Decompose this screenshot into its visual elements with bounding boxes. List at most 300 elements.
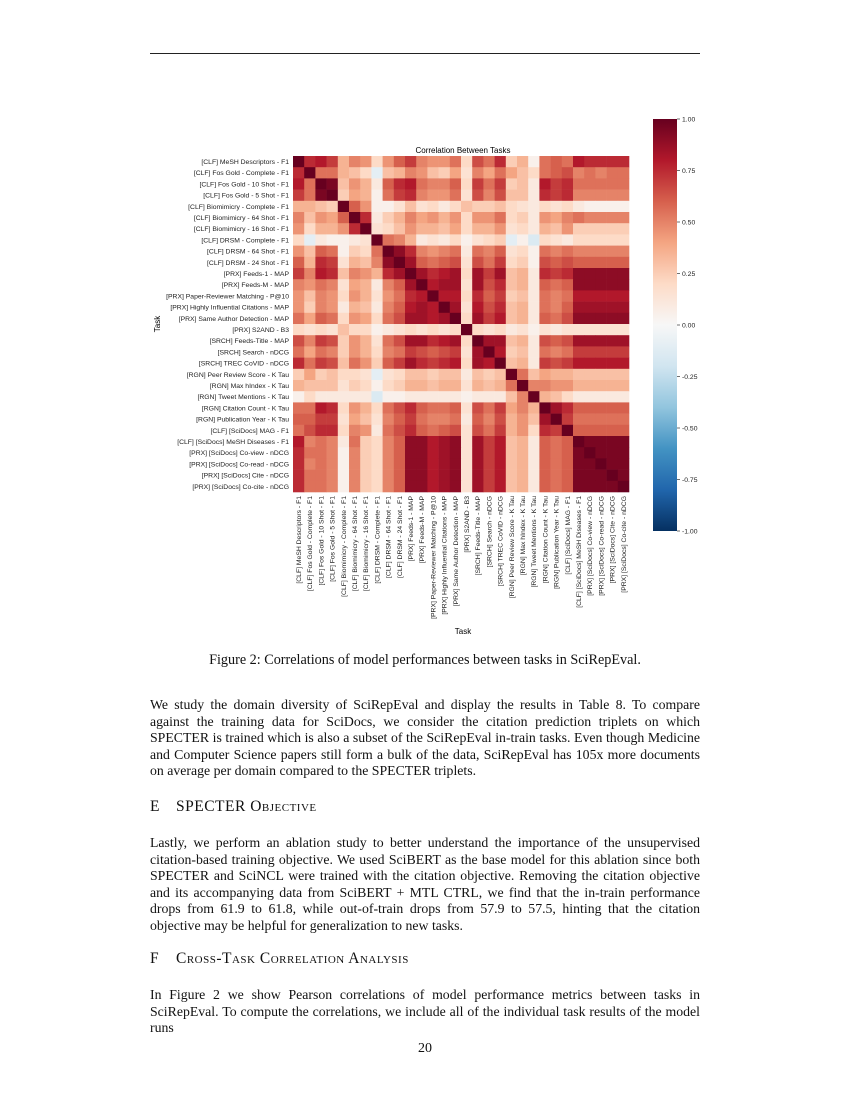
colorbar-tick-label: -1.00 (682, 528, 698, 536)
heatmap-cell (461, 346, 473, 358)
heatmap-cell (562, 358, 574, 370)
heatmap-cell (394, 470, 406, 482)
heatmap-cell (383, 346, 395, 358)
heatmap-cell (528, 167, 540, 179)
heatmap-cell (315, 436, 327, 448)
heatmap-cell (304, 156, 316, 168)
heatmap-cell (584, 369, 596, 381)
heatmap-cell (338, 335, 350, 347)
heatmap-cell (618, 335, 630, 347)
x-tick-label: [PRX] [SciDocs] Co-read - nDCG (598, 496, 606, 596)
heatmap-cell (439, 212, 451, 224)
heatmap-cell (349, 279, 361, 291)
heatmap-cell (539, 212, 551, 224)
heatmap-cell (338, 178, 350, 190)
y-tick-label: [PRX] [SciDocs] Co-cite - nDCG (192, 483, 289, 491)
heatmap-cell (506, 346, 518, 358)
heatmap-cell (472, 279, 484, 291)
heatmap-cell (383, 369, 395, 381)
heatmap-cell (338, 234, 350, 246)
heatmap-cell (495, 402, 507, 414)
heatmap-cell (383, 458, 395, 470)
heatmap-cell (394, 302, 406, 314)
heatmap-cell (595, 324, 607, 336)
heatmap-cell (584, 380, 596, 392)
heatmap-cell (584, 458, 596, 470)
heatmap-cell (360, 391, 372, 403)
heatmap-cell (461, 279, 473, 291)
heatmap-cell (528, 414, 540, 426)
heatmap-cell (349, 358, 361, 370)
heatmap-cell (394, 369, 406, 381)
heatmap-cell (573, 279, 585, 291)
heatmap-cell (360, 458, 372, 470)
heatmap-cell (405, 481, 417, 493)
heatmap-cell (439, 257, 451, 269)
heatmap-cell (461, 470, 473, 482)
heatmap-cell (595, 290, 607, 302)
heatmap-cell (607, 302, 619, 314)
heatmap-cell (472, 190, 484, 202)
heatmap-cell (304, 223, 316, 235)
heatmap-cell (450, 167, 462, 179)
heatmap-cell (338, 324, 350, 336)
heatmap-cell (562, 279, 574, 291)
heatmap-cell (461, 391, 473, 403)
heatmap-cell (506, 234, 518, 246)
heatmap-cell (618, 414, 630, 426)
heatmap-cell (573, 167, 585, 179)
heatmap-cell (416, 470, 428, 482)
heatmap-cell (483, 481, 495, 493)
heatmap-cell (439, 246, 451, 258)
y-tick-label: [PRX] Highly Influential Citations - MAP (170, 304, 289, 312)
heatmap-cell (573, 290, 585, 302)
heatmap-cell (461, 425, 473, 437)
heatmap-cell (595, 156, 607, 168)
heatmap-cell (517, 279, 529, 291)
heatmap-cell (349, 223, 361, 235)
heatmap-cell (427, 402, 439, 414)
heatmap-cell (327, 302, 339, 314)
heatmap-cell (439, 302, 451, 314)
heatmap-cell (562, 178, 574, 190)
heatmap-cell (315, 447, 327, 459)
heatmap-cell (618, 458, 630, 470)
heatmap-cell (607, 346, 619, 358)
heatmap-cell (562, 414, 574, 426)
heatmap-cell (517, 268, 529, 280)
heatmap-cell (551, 223, 563, 235)
heatmap-cell (405, 470, 417, 482)
heatmap-cell (528, 313, 540, 325)
heatmap-cell (528, 324, 540, 336)
heatmap-cell (450, 178, 462, 190)
heatmap-cell (506, 313, 518, 325)
heatmap-cell (327, 257, 339, 269)
heatmap-cell (327, 190, 339, 202)
heatmap-cell (416, 425, 428, 437)
heatmap-cell (416, 458, 428, 470)
heatmap-cell (517, 380, 529, 392)
heatmap-cell (461, 436, 473, 448)
heatmap-cell (383, 481, 395, 493)
heatmap-cell (427, 234, 439, 246)
heatmap-cell (528, 234, 540, 246)
heatmap-cell (472, 313, 484, 325)
heatmap-cell (338, 257, 350, 269)
heatmap-cell (517, 358, 529, 370)
heatmap-cell (360, 257, 372, 269)
page-number: 20 (418, 1041, 432, 1056)
heatmap-cell (450, 380, 462, 392)
heatmap-cell (551, 481, 563, 493)
colorbar-ticks (677, 116, 698, 535)
heatmap-cell (618, 279, 630, 291)
heatmap-cell (405, 358, 417, 370)
heatmap-cell (472, 458, 484, 470)
heatmap-cell (528, 380, 540, 392)
heatmap-cell (517, 447, 529, 459)
heatmap-cell (405, 268, 417, 280)
heatmap-cell (450, 290, 462, 302)
heatmap-cell (304, 470, 316, 482)
heatmap-cell (618, 447, 630, 459)
heatmap-cell (461, 324, 473, 336)
heatmap-cell (360, 425, 372, 437)
heatmap-cell (315, 246, 327, 258)
heatmap-cell (327, 436, 339, 448)
heatmap-cell (304, 234, 316, 246)
heatmap-cell (461, 167, 473, 179)
heatmap-cell (551, 201, 563, 213)
heatmap-cell (383, 335, 395, 347)
heatmap-cell (528, 369, 540, 381)
heatmap-cell (472, 257, 484, 269)
heatmap-cell (562, 156, 574, 168)
heatmap-cell (383, 178, 395, 190)
heatmap-cell (327, 234, 339, 246)
heatmap-cell (360, 279, 372, 291)
heatmap-cell (595, 335, 607, 347)
heatmap-cell (293, 425, 305, 437)
heatmap-cell (495, 391, 507, 403)
heatmap-cell (595, 380, 607, 392)
heatmap-cell (405, 380, 417, 392)
heatmap-cell (472, 447, 484, 459)
heatmap-cell (573, 268, 585, 280)
heatmap-cell (416, 167, 428, 179)
heatmap-cell (360, 414, 372, 426)
heatmap-cell (472, 234, 484, 246)
heatmap-cell (293, 324, 305, 336)
y-tick-label: [CLF] Fos Gold - Complete - F1 (193, 170, 289, 178)
heatmap-cell (427, 346, 439, 358)
heatmap-cell (371, 335, 383, 347)
heatmap-cell (338, 156, 350, 168)
heatmap-cell (338, 458, 350, 470)
heatmap-cell (338, 212, 350, 224)
heatmap-cell (618, 167, 630, 179)
heatmap-cell (383, 246, 395, 258)
heatmap-cell (416, 279, 428, 291)
y-tick-label: [CLF] [SciDocs] MeSH Diseases - F1 (177, 439, 289, 446)
heatmap-cell (360, 201, 372, 213)
heatmap-cell (427, 212, 439, 224)
heatmap-cell (293, 369, 305, 381)
heatmap-cell (360, 302, 372, 314)
heatmap-cell (371, 190, 383, 202)
heatmap-cell (618, 346, 630, 358)
heatmap-cell (618, 234, 630, 246)
y-tick-label: [PRX] [SciDocs] Cite - nDCG (201, 472, 289, 480)
heatmap-cell (551, 257, 563, 269)
heatmap-cell (293, 458, 305, 470)
heatmap-cell (584, 391, 596, 403)
heatmap-cell (517, 391, 529, 403)
heatmap-cell (338, 391, 350, 403)
heatmap-cell (405, 190, 417, 202)
heatmap-cell (607, 447, 619, 459)
heatmap-cell (327, 167, 339, 179)
heatmap-cell (360, 481, 372, 493)
heatmap-cell (618, 313, 630, 325)
heatmap-cell (539, 414, 551, 426)
heatmap-cell (439, 458, 451, 470)
heatmap-cell (495, 178, 507, 190)
heatmap-cell (551, 447, 563, 459)
heatmap-cell (528, 190, 540, 202)
heatmap-cell (383, 414, 395, 426)
heatmap-cell (383, 380, 395, 392)
heatmap-cell (315, 346, 327, 358)
heatmap-cell (360, 335, 372, 347)
heatmap-cell (618, 212, 630, 224)
heatmap-cell (517, 201, 529, 213)
heatmap-cell (517, 223, 529, 235)
heatmap-cell (315, 380, 327, 392)
heatmap-cell (450, 190, 462, 202)
heatmap-cell (383, 201, 395, 213)
heatmap-cell (528, 302, 540, 314)
heatmap-cell (495, 380, 507, 392)
heatmap-cell (506, 369, 518, 381)
heatmap-cell (439, 481, 451, 493)
heatmap-cell (595, 346, 607, 358)
heatmap-cell (584, 302, 596, 314)
heatmap-cell (483, 358, 495, 370)
heatmap-cell (439, 223, 451, 235)
heatmap-cell (315, 223, 327, 235)
heatmap-cell (427, 335, 439, 347)
heatmap-cell (573, 324, 585, 336)
heatmap-cell (450, 335, 462, 347)
heatmap-cell (607, 313, 619, 325)
heatmap-cell (461, 201, 473, 213)
heatmap-cell (472, 324, 484, 336)
heatmap-cell (573, 302, 585, 314)
heatmap-cell (371, 246, 383, 258)
heatmap-cell (584, 346, 596, 358)
heatmap-cell (595, 167, 607, 179)
heatmap-cell (584, 414, 596, 426)
y-tick-label: [CLF] Fos Gold - 10 Shot - F1 (199, 181, 289, 189)
heatmap-cell (517, 335, 529, 347)
heatmap-cell (338, 279, 350, 291)
heatmap-cell (517, 369, 529, 381)
heatmap-cell (349, 324, 361, 336)
heatmap-cell (539, 167, 551, 179)
heatmap-cell (439, 391, 451, 403)
heatmap-cell (618, 302, 630, 314)
heatmap-cell (304, 414, 316, 426)
heatmap-cell (573, 190, 585, 202)
heatmap-cell (495, 335, 507, 347)
heatmap-cell (394, 414, 406, 426)
heatmap-cell (584, 436, 596, 448)
heatmap-cell (360, 246, 372, 258)
heatmap-cell (573, 436, 585, 448)
heatmap-cell (327, 156, 339, 168)
y-tick-label: [PRX] [SciDocs] Co-read - nDCG (189, 461, 289, 469)
y-tick-label: [SRCH] TREC CoVID - nDCG (198, 360, 289, 368)
heatmap-cell (338, 223, 350, 235)
y-tick-label: [CLF] DRSM - 64 Shot - F1 (207, 248, 289, 256)
heatmap-cell (371, 167, 383, 179)
heatmap-cell (517, 313, 529, 325)
heatmap-cell (528, 436, 540, 448)
heatmap-cell (338, 380, 350, 392)
heatmap-cell (349, 178, 361, 190)
heatmap-cell (360, 156, 372, 168)
heatmap-cell (539, 436, 551, 448)
heatmap-cell (304, 246, 316, 258)
heatmap-cell (405, 346, 417, 358)
heatmap-cell (293, 335, 305, 347)
heatmap-cell (495, 346, 507, 358)
heatmap-cell (607, 335, 619, 347)
heatmap-cell (483, 178, 495, 190)
heatmap-cell (573, 335, 585, 347)
heatmap-cell (506, 358, 518, 370)
heatmap-cell (416, 234, 428, 246)
heatmap-cell (562, 324, 574, 336)
heatmap-cell (573, 369, 585, 381)
heatmap-cell (450, 425, 462, 437)
heatmap-cell (327, 223, 339, 235)
heatmap-cell (562, 402, 574, 414)
heatmap-cell (349, 156, 361, 168)
heatmap-cell (528, 458, 540, 470)
heatmap-cell (595, 279, 607, 291)
heatmap-cell (405, 223, 417, 235)
heatmap-cell (461, 458, 473, 470)
heatmap-cell (304, 178, 316, 190)
heatmap-cell (360, 402, 372, 414)
heatmap-cell (483, 246, 495, 258)
heatmap-cell (360, 268, 372, 280)
heatmap-cell (394, 481, 406, 493)
heatmap-cell (584, 470, 596, 482)
heatmap-cell (506, 447, 518, 459)
heatmap-cell (483, 447, 495, 459)
heatmap-cell (584, 201, 596, 213)
heatmap-cell (439, 201, 451, 213)
heatmap-cell (472, 167, 484, 179)
heatmap-cell (315, 414, 327, 426)
heatmap-cell (315, 290, 327, 302)
heatmap-cell (539, 458, 551, 470)
heatmap-cell (562, 447, 574, 459)
x-tick-label: [PRX] Paper-Reviewer Matching - P@10 (430, 496, 438, 619)
heatmap-cell (607, 436, 619, 448)
heatmap-cell (573, 346, 585, 358)
heatmap-cell (517, 324, 529, 336)
heatmap-cell (483, 414, 495, 426)
heatmap-cell (394, 436, 406, 448)
heatmap-cell (595, 458, 607, 470)
heatmap-cell (327, 279, 339, 291)
x-tick-label: [CLF] MeSH Descriptors - F1 (296, 496, 303, 584)
heatmap-cell (573, 313, 585, 325)
heatmap-cell (483, 458, 495, 470)
heatmap-cell (495, 369, 507, 381)
heatmap-cell (293, 481, 305, 493)
heatmap-cell (315, 391, 327, 403)
heatmap-cell (517, 190, 529, 202)
heatmap-cell (315, 178, 327, 190)
heatmap-cell (450, 447, 462, 459)
heatmap-cell (539, 201, 551, 213)
heatmap-cell (539, 380, 551, 392)
heatmap-cell (573, 447, 585, 459)
heatmap-cell (360, 369, 372, 381)
heatmap-cell (483, 156, 495, 168)
heatmap-cell (483, 190, 495, 202)
x-tick-label: [RGN] Max hIndex - K Tau (520, 496, 527, 576)
heatmap-cell (360, 290, 372, 302)
heatmap-cell (506, 212, 518, 224)
heatmap-cell (304, 257, 316, 269)
heatmap-cell (349, 414, 361, 426)
heatmap-cell (416, 246, 428, 258)
heatmap-cell (528, 257, 540, 269)
heatmap-cell (483, 290, 495, 302)
y-tick-label: [PRX] Feeds-1 - MAP (223, 271, 289, 278)
heatmap-cell (495, 290, 507, 302)
heatmap-cell (360, 167, 372, 179)
heatmap-cell (416, 190, 428, 202)
heatmap-cell (338, 414, 350, 426)
heatmap-cell (338, 436, 350, 448)
heatmap-cell (573, 212, 585, 224)
x-tick-labels (296, 496, 628, 619)
heatmap-cell (562, 268, 574, 280)
heatmap-cell (539, 402, 551, 414)
heatmap-cell (607, 290, 619, 302)
heatmap-cell (405, 290, 417, 302)
x-tick-label: [CLF] DRSM - 24 Shot - F1 (396, 496, 404, 578)
heatmap-cell (405, 324, 417, 336)
heatmap-cell (349, 167, 361, 179)
heatmap-cell (562, 190, 574, 202)
heatmap-cell (551, 391, 563, 403)
heatmap-cell (405, 302, 417, 314)
heatmap-cell (394, 290, 406, 302)
heatmap-cell (315, 257, 327, 269)
heatmap-cell (517, 167, 529, 179)
heatmap-cell (315, 190, 327, 202)
